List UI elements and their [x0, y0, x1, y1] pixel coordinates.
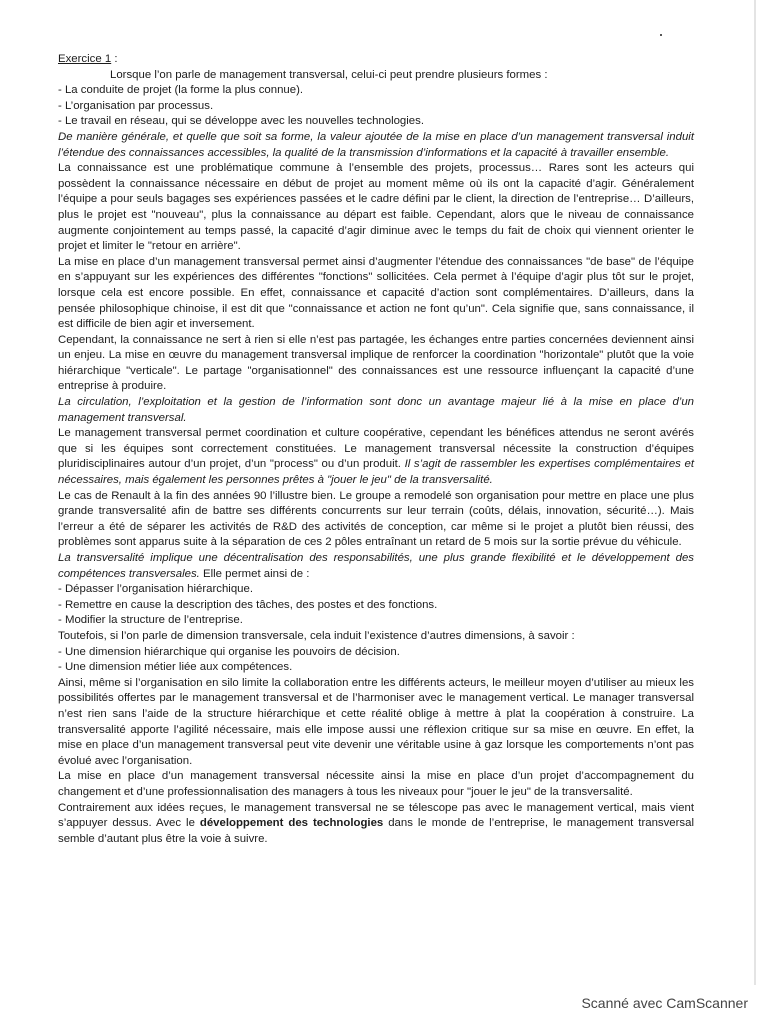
paragraph-knowledge: La connaissance est une problématique commune à l’ensemble des projets, processus… Rares sont les acteurs qui possèdent la connaissance nécessaire en début de projet au moment même où ils ont la capacité d’agir. Généralement l’équipe a pour seuls bagages ses expériences passées et le cadre défini par le client, la direction de l’entreprise… D’ailleurs, plus le projet est "nouveau", plus la connaissance au départ est faible. Cependant, alors que le niveau de connaissance augmente conjointement au temps passé, la capacité d’agir diminue avec le temps du fait de choix qui viennent orienter le projet et limiter le "retour en arrière".	[58, 162, 694, 253]
paragraph-circulation: La circulation, l’exploitation et la gestion de l’information sont donc un avantage majeur lié à la mise en place d’un management transversal.	[58, 396, 694, 424]
exercise-heading: Exercice 1 :	[58, 53, 118, 65]
paragraph-silo: Ainsi, même si l’organisation en silo limite la collaboration entre les différents acteurs, le meilleur moyen d’utiliser au mieux les possibilités offertes par le management transversal et de l’harmoniser avec le management vertical. Le manager transversal n’est rien sans l’aide de la structure hiérarchique et cette réalité oblige à mettre à plat la coopération à construire. La transversalité apporte l’agilité nécessaire, mais elle impose aussi une réflexion critique sur sa mise en œuvre. En effet, la mise en place d’un management transversal peut vite devenir une véritable usine à gaz lorsque les comportements n’ont pas évolué avec l’organisation.	[58, 676, 694, 767]
scan-speck	[660, 34, 662, 36]
allows-item: - Remettre en cause la description des tâches, des postes et des fonctions.	[58, 598, 438, 611]
paragraph-transversality: La transversalité implique une décentralisation des responsabilités, une plus grande flexibilité et le développement des compétences transversales. Elle permet ainsi de :	[58, 552, 694, 580]
allows-item: - Modifier la structure de l’entreprise.	[58, 614, 243, 627]
form-item: - L’organisation par processus.	[58, 99, 214, 112]
paragraph-general: De manière générale, et quelle que soit sa forme, la valeur ajoutée de la mise en place d’un management transversal induit l’étendue des connaissances accessibles, la qualité de la transmission d’informations et la capacité à travailler ensemble.	[58, 130, 694, 159]
allows-item: - Dépasser l’organisation hiérarchique.	[58, 583, 254, 596]
dimension-item: - Une dimension hiérarchique qui organise les pouvoirs de décision.	[58, 645, 400, 658]
scanner-watermark: Scanné avec CamScanner	[581, 995, 748, 1011]
scanner-footer	[0, 985, 768, 1024]
paragraph-renault: Le cas de Renault à la fin des années 90 l’illustre bien. Le groupe a remodelé son organisation pour mettre en place une plus grande transversalité afin de battre ses différents concurrents sur leur terrain (coûts, délais, innovation, sécurité…). Mais l’erreur a été de séparer les activités de R&D des activités de conception, car même si le projet a plutôt bien réussi, des problèmes sont apparus suite à la séparation de ces 2 pôles entraînant un retard de 5 mois sur la sortie prévue du véhicule.	[58, 489, 694, 549]
intro-text: Lorsque l’on parle de management transversal, celui-ci peut prendre plusieurs formes :	[110, 68, 548, 81]
paragraph-implementation: La mise en place d’un management transversal permet ainsi d’augmenter l’étendue des connaissances "de base" de l’équipe en s’appuyant sur les expériences des différentes "fonctions" sollicitées. Cela permet à l’équipe d’agir plus tôt sur le projet, lorsque cela est encore possible. En effet, connaissance et capacité d’action sont complémentaires. D’ailleurs, dans la pensée philosophique chinoise, il est dit que "connaissance et action ne font qu’un". Cela signifie que, sans connaissance, il est difficile de bien agir et inversement.	[58, 255, 694, 331]
paragraph-conclusion: Contrairement aux idées reçues, le management transversal ne se télescope pas avec le management vertical, mais vient s’appuyer dessus. Avec le développement des technologies dans le monde de l’entreprise, le management transversal semble d’autant plus être la voie à suivre.	[58, 801, 694, 845]
paragraph-teams: Le management transversal permet coordination et culture coopérative, cependant les bénéfices attendus ne seront avérés que si les équipes sont correctement constituées. Le management transversal nécessite la construction d’équipes pluridisciplinaires autour d’un projet, d’un "process" ou d’un produit. Il s’agit de rassembler les expertises complémentaires et nécessaires, mais également les personnes prêtes à "jouer le jeu" de la transversalité.	[58, 427, 694, 487]
paragraph-sharing: Cependant, la connaissance ne sert à rien si elle n’est pas partagée, les échanges entre parties concernées deviennent ainsi un enjeu. La mise en œuvre du management transversal implique de renforcer la coordination "horizontale" plutôt que la voie hiérarchique "verticale". Le partage "organisationnel" des connaissances est une ressource influençant la capacité d’une entreprise à produire.	[58, 333, 694, 393]
form-item: - La conduite de projet (la forme la plus connue).	[58, 84, 304, 97]
document-page	[58, 52, 694, 847]
paragraph-dimensions: Toutefois, si l’on parle de dimension transversale, cela induit l’existence d’autres dimensions, à savoir :	[58, 629, 575, 642]
exercise-title: Exercice 1	[58, 53, 112, 65]
dimension-item: - Une dimension métier liée aux compétences.	[58, 661, 293, 674]
scan-edge-shadow	[754, 0, 756, 985]
paragraph-change: La mise en place d’un management transversal nécessite ainsi la mise en place d’un projet d’accompagnement du changement et d’une professionnalisation des managers à tous les niveaux pour "jouer le jeu" de la transversalité.	[58, 770, 694, 798]
form-item: - Le travail en réseau, qui se développe avec les nouvelles technologies.	[58, 115, 424, 128]
